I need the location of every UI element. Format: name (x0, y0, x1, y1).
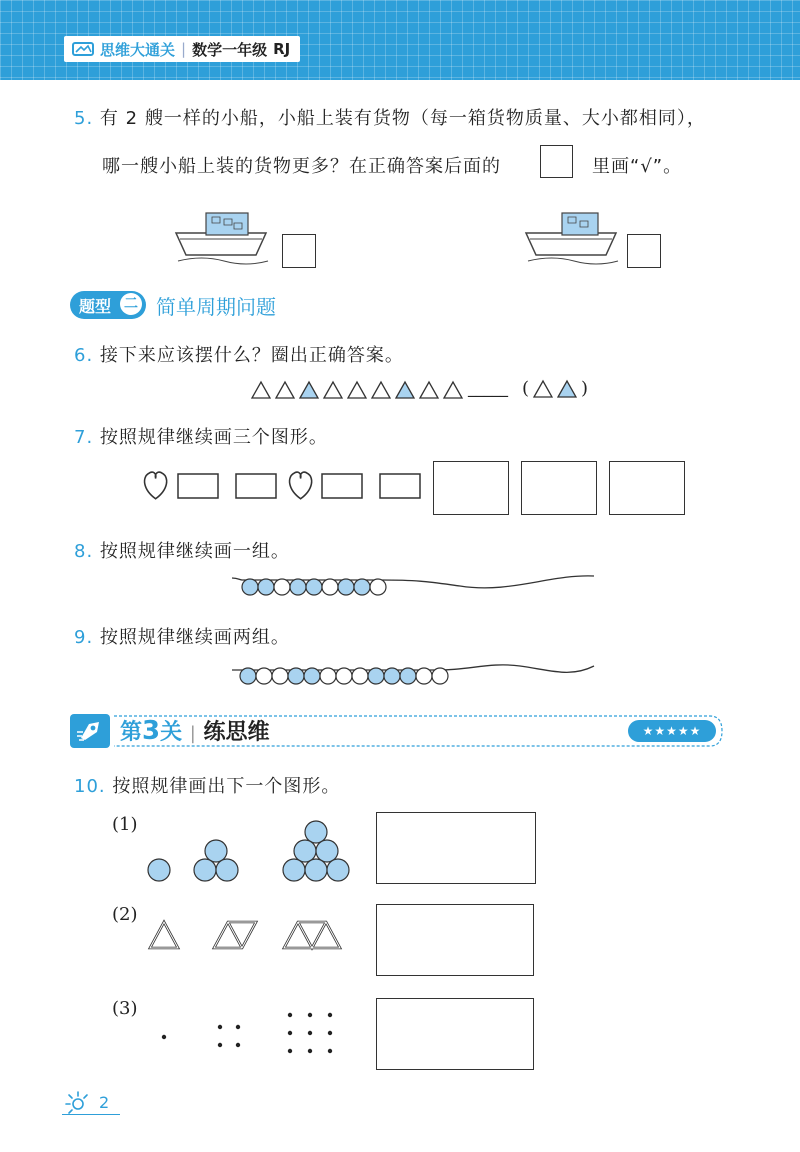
question-text: 按照规律继续画三个图形。 (99, 427, 328, 448)
level-sep: | (189, 723, 196, 744)
boat-right-icon (522, 205, 622, 267)
answer-box-2[interactable] (521, 461, 597, 515)
sun-swirl-icon (62, 1088, 94, 1116)
question-10 (74, 772, 340, 798)
part-label-3: (3) (112, 998, 138, 1019)
question-number: 7. (74, 427, 94, 448)
level-number: 3 (142, 716, 161, 746)
triangle-white (420, 382, 438, 398)
section-number: 二 (120, 293, 142, 315)
level-banner (70, 712, 726, 750)
triangle-white (276, 382, 294, 398)
question-number: 5. (74, 108, 94, 129)
question-7 (74, 423, 328, 449)
dot-patterns (150, 1005, 350, 1057)
part-label-2: (2) (112, 904, 138, 925)
answer-blank[interactable]: _____ (468, 378, 508, 397)
question-5-line1 (74, 104, 706, 130)
paren-open: ( (522, 378, 530, 399)
answer-options (522, 378, 588, 399)
edition-label: RJ (273, 40, 291, 58)
book-icon (72, 41, 94, 57)
question-number: 6. (74, 345, 94, 366)
question-number: 10. (74, 776, 106, 797)
paren-close: ) (581, 378, 589, 399)
level-prefix: 第 (120, 720, 143, 745)
header-separator: | (181, 40, 187, 58)
answer-box-10-3[interactable] (376, 998, 534, 1070)
rectangle-shape (380, 474, 420, 498)
matchstick-triangles (140, 912, 360, 962)
answer-box-boat-left[interactable] (282, 234, 316, 268)
section-title: 简单周期问题 (156, 295, 276, 319)
rectangle-shape (322, 474, 362, 498)
level-title (120, 715, 270, 746)
question-number: 9. (74, 627, 94, 648)
answer-box-example (540, 145, 573, 178)
triangle-sequence (250, 378, 470, 402)
level-suffix: 关 (160, 720, 183, 745)
section-label: 题型 (79, 297, 112, 316)
circle-pyramids (140, 815, 360, 887)
triangle-white (324, 382, 342, 398)
question-text: 按照规律画出下一个图形。 (112, 776, 341, 797)
question-text: 哪一艘小船上装的货物更多？在正确答案后面的 (102, 156, 501, 177)
bead-string-9 (230, 656, 600, 696)
option-triangle-white[interactable] (533, 379, 553, 399)
question-8 (74, 537, 290, 563)
boat-left-icon (172, 205, 272, 267)
question-text: 按照规律继续画一组。 (99, 541, 290, 562)
part-label-1: (1) (112, 814, 138, 835)
triangle-white (348, 382, 366, 398)
triangle-white (372, 382, 390, 398)
rectangle-shape (178, 474, 218, 498)
question-5-line2-end (592, 152, 682, 178)
question-text: 里画“√”。 (592, 156, 683, 177)
answer-box-boat-right[interactable] (627, 234, 661, 268)
question-text: 按照规律继续画两组。 (99, 627, 290, 648)
level-name: 练思维 (203, 720, 270, 745)
answer-box-10-2[interactable] (376, 904, 534, 976)
footer-rule (62, 1114, 120, 1115)
triangle-white (444, 382, 462, 398)
question-text: 接下来应该摆什么？圈出正确答案。 (99, 345, 404, 366)
heart-icon (145, 472, 167, 499)
question-number: 8. (74, 541, 94, 562)
question-9 (74, 623, 290, 649)
difficulty-stars: ★★★★★ (628, 720, 716, 742)
triangle-blue (300, 382, 318, 398)
answer-box-10-1[interactable] (376, 812, 536, 884)
header-tab (64, 36, 300, 62)
page-number: 2 (99, 1093, 110, 1112)
question-text: 有 2 艘一样的小船，小船上装有货物（每一箱货物质量、大小都相同）， (99, 108, 706, 129)
rocket-icon (75, 718, 105, 744)
answer-box-1[interactable] (433, 461, 509, 515)
bead-string-8 (230, 570, 600, 610)
subject-title: 数学一年级 (192, 40, 268, 59)
question-6 (74, 341, 404, 367)
heart-icon (290, 472, 312, 499)
option-triangle-blue[interactable] (557, 379, 577, 399)
answer-box-3[interactable] (609, 461, 685, 515)
question-5-line2 (102, 152, 501, 178)
triangle-white (252, 382, 270, 398)
triangle-blue (396, 382, 414, 398)
section-badge (70, 291, 146, 319)
brand-title: 思维大通关 (100, 40, 176, 59)
rectangle-shape (236, 474, 276, 498)
